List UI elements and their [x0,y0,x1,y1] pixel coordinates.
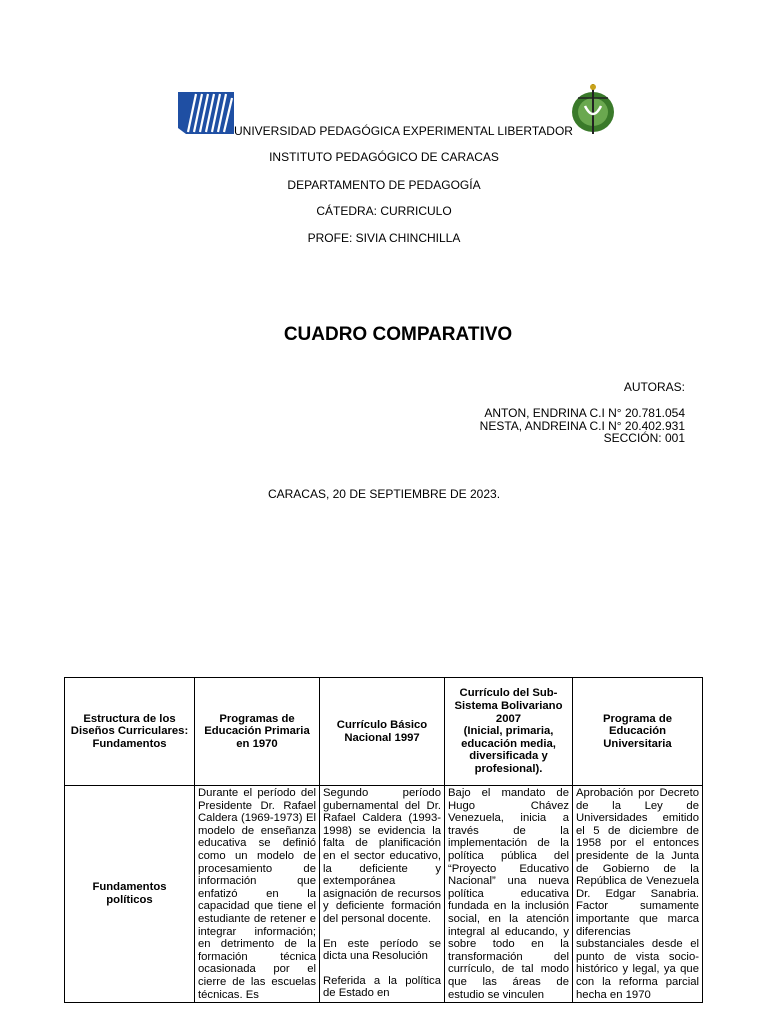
authors-label: AUTORAS: [623,380,685,394]
institute-name: INSTITUTO PEDAGÓGICO DE CARACAS [269,150,499,164]
table-cell: Aprobación por Decreto de la Ley de Universidades emitido el 5 de diciembre de 1958 por el entonces presidente de la Junta de Gobierno de la República de Venezuela Dr. Edgar Sanabria. Factor sumamente importante que marca diferencias substanciales desde el punto de vista socio-histórico y legal, ya que con la reforma parcial hecha en 1970 [573,786,703,1003]
table-cell: Durante el período del Presidente Dr. Rafael Caldera (1969-1973) El modelo de enseñanza educativa se definió como un modelo de procesamiento de información que enfatizó en la capacidad que tiene el estudiante de retener e integrar información; en detrimento de la formación técnica ocasionada por el cierre de las escuelas técnicas. Es [195,786,320,1003]
chair-name: CÁTEDRA: CURRICULO [316,204,452,218]
table-header-row [65,678,703,786]
header-cell: Estructura de los Diseños Curriculares: Fundamentos [65,678,195,786]
department-name: DEPARTAMENTO DE PEDAGOGÍA [287,178,481,192]
table-row [65,786,703,1003]
author-1: ANTON, ENDRINA C.I N° 20.781.054 [484,406,685,420]
header-cell [445,678,573,786]
university-name: UNIVERSIDAD PEDAGÓGICA EXPERIMENTAL LIBERTADOR [234,124,573,138]
ipc-logo [568,82,618,136]
professor-name: PROFE: SIVIA CHINCHILLA [307,231,461,245]
cell-paragraph: Segundo período gubernamental del Dr. Rafael Caldera (1993-1998) se evidencia la falta de planificación en el sector educativo, la deficiente y extemporánea asignación de recursos y deficiente formación del personal docente. [323,787,441,925]
table-cell [320,786,445,1003]
section: SECCIÓN: 001 [603,431,685,445]
document-title: CUADRO COMPARATIVO [283,324,513,345]
cell-paragraph: En este período se dicta una Resolución [323,937,441,963]
header-cell: Programa de Educación Universitaria [573,678,703,786]
comparison-table [64,677,703,1003]
header-cell: Programas de Educación Primaria en 1970 [195,678,320,786]
header-cell: Currículo Básico Nacional 1997 [320,678,445,786]
row-label: Fundamentos políticos [65,786,195,1003]
authors-block [480,407,685,445]
cell-paragraph: Referida a la política de Estado en [323,974,441,1000]
upel-logo [176,90,236,136]
header-subtitle: (Inicial, primaria, educación media, diversificada y profesional). [461,725,556,775]
table-cell: Bajo el mandato de Hugo Chávez Venezuela, inicia a través de la implementación de la política pública del “Proyecto Educativo Nacional” una nueva política educativa fundada en la inclusión social, en la atención integral al educando, y sobre todo en la transformación del currículo, de tal modo que las áreas de estudio se vinculen [445,786,573,1003]
header-title: Currículo del Sub-Sistema Bolivariano 2007 [454,687,563,725]
author-2: NESTA, ANDREINA C.I N° 20.402.931 [479,418,685,433]
place-date: CARACAS, 20 DE SEPTIEMBRE DE 2023. [267,487,501,501]
